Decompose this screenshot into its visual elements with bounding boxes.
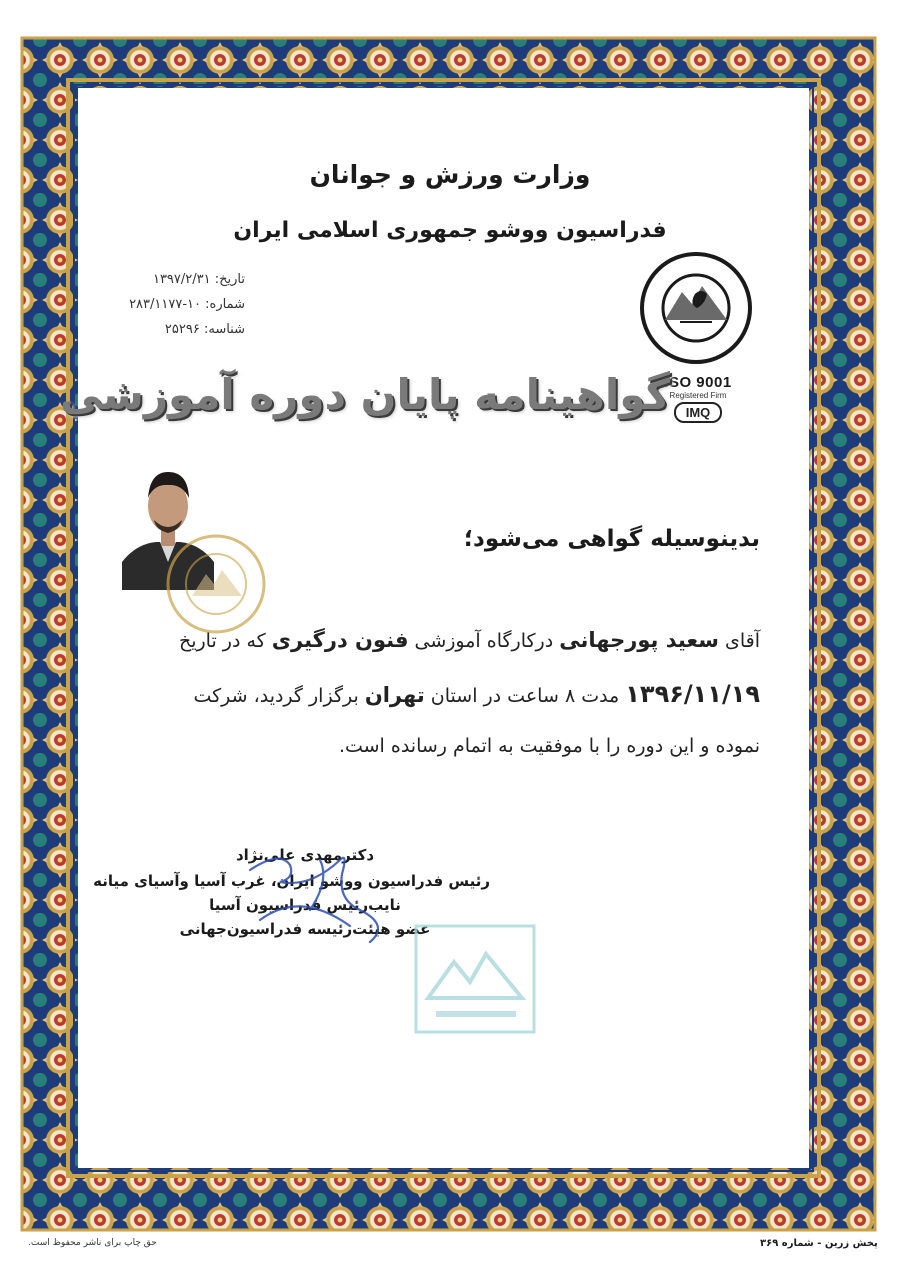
id-label: شناسه: ۲۵۲۹۶	[164, 322, 245, 337]
certificate-title: گواهینامه پایان دوره آموزشی	[60, 370, 670, 419]
body-line-3: نموده و این دوره را با موفقیت به اتمام رسانده است.	[338, 735, 760, 757]
recipient-name: سعید پورجهانی	[559, 628, 719, 652]
body-line-1	[120, 628, 760, 652]
federation-title: فدراسیون ووشو جمهوری اسلامی ایران	[233, 218, 667, 243]
held-text: برگزار گردید، شرکت	[193, 685, 359, 707]
number-label: شماره: ۱۰-۲۸۳/۱۱۷۷	[129, 297, 245, 312]
publisher-label: پخش زرین - شماره ۳۶۹	[760, 1238, 878, 1249]
imq-logo: IMQ	[674, 402, 723, 423]
intro-text: بدینوسیله گواهی می‌شود؛	[463, 526, 760, 552]
iso-label: ISO 9001	[664, 374, 732, 391]
signatory-title-3: عضو هیئت‌رئیسه فدراسیون‌جهانی	[179, 920, 431, 938]
ministry-title: وزارت ورزش و جوانان	[309, 160, 591, 189]
signatory-name: دکترمهدی علی‌نژاد	[235, 846, 375, 864]
body-line-2	[120, 680, 760, 708]
course-name: فنون درگیری	[271, 628, 409, 652]
province-name: تهران	[364, 683, 425, 707]
official-stamp	[412, 922, 538, 1036]
copyright-label: حق چاپ برای ناشر محفوظ است.	[28, 1238, 157, 1248]
title-mr: آقای	[724, 630, 760, 652]
registered-label: Registered Firm	[669, 391, 727, 400]
signatory-title-1: رئیس فدراسیون ووشو ایران، غرب آسیا وآسیای میانه	[93, 872, 490, 890]
federation-logo	[640, 250, 752, 368]
federation-stamp	[160, 532, 272, 636]
date-label: تاریخ: ۱۳۹۷/۲/۳۱	[152, 272, 245, 287]
duration-text: مدت ۸ ساعت در استان	[430, 685, 620, 707]
workshop-label: درکارگاه آموزشی	[414, 630, 554, 652]
date-intro: که در تاریخ	[178, 630, 266, 652]
signatory-title-2: نایب‌رئیس فدراسیون آسیا	[209, 896, 401, 914]
handwritten-signature	[220, 830, 440, 950]
course-date: ۱۳۹۶/۱۱/۱۹	[625, 680, 760, 708]
